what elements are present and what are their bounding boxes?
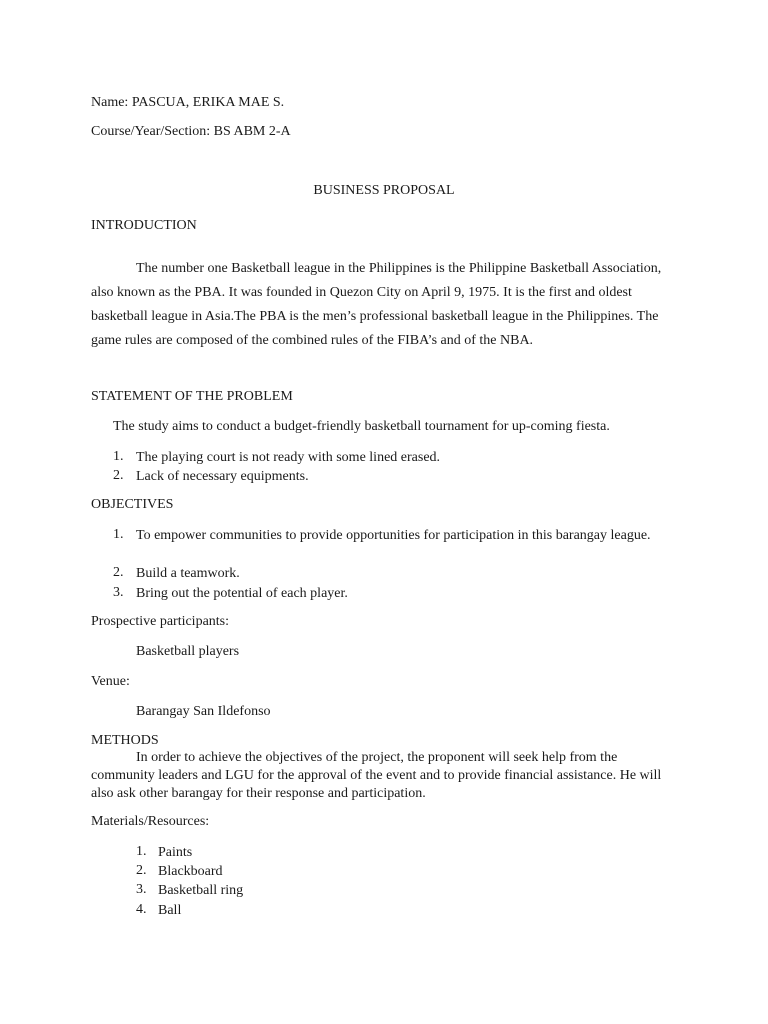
materials-label: Materials/Resources: xyxy=(91,814,210,829)
introduction-paragraph: The number one Basketball league in the Philippines is the Philippine Basketball Association, also known as the PBA. It was founded in Quezon City on April 9, 1975. It is the first and oldest basketball league in Asia.The PBA is the men’s professional basketball league in the Philippines. The game rules are composed of the combined rules of the FIBA’s and of the NBA. xyxy=(91,261,662,348)
objectives-heading: OBJECTIVES xyxy=(91,497,174,512)
list-number: 4. xyxy=(136,902,147,917)
list-number: 2. xyxy=(113,565,124,580)
course-section: Course/Year/Section: BS ABM 2-A xyxy=(91,124,291,139)
list-item: Blackboard xyxy=(158,864,223,879)
document-title: BUSINESS PROPOSAL xyxy=(313,183,455,198)
list-item: The playing court is not ready with some lined erased. xyxy=(136,450,441,465)
participants-label: Prospective participants: xyxy=(91,614,230,629)
participants-value: Basketball players xyxy=(136,644,240,659)
list-item: To empower communities to provide opportunities for participation in this barangay league. xyxy=(136,528,651,543)
list-item: Paints xyxy=(158,845,193,860)
list-number: 1. xyxy=(113,527,124,542)
list-number: 1. xyxy=(113,449,124,464)
list-item: Build a teamwork. xyxy=(136,566,240,581)
introduction-heading: INTRODUCTION xyxy=(91,218,197,233)
list-number: 3. xyxy=(113,585,124,600)
list-item: Basketball ring xyxy=(158,883,244,898)
methods-heading: METHODS xyxy=(91,733,159,748)
student-name: Name: PASCUA, ERIKA MAE S. xyxy=(91,95,285,110)
problem-intro: The study aims to conduct a budget-friendly basketball tournament for up-coming fiesta. xyxy=(113,419,610,434)
problem-heading: STATEMENT OF THE PROBLEM xyxy=(91,389,293,404)
list-item: Bring out the potential of each player. xyxy=(136,586,348,601)
list-number: 2. xyxy=(136,863,147,878)
list-number: 2. xyxy=(113,468,124,483)
methods-paragraph: In order to achieve the objectives of the project, the proponent will seek help from the community leaders and LGU for the approval of the event and to provide financial assistance. He will also ask other barangay for their response and participation. xyxy=(91,750,662,801)
list-item: Lack of necessary equipments. xyxy=(136,469,309,484)
list-number: 1. xyxy=(136,844,147,859)
list-item: Ball xyxy=(158,903,182,918)
list-number: 3. xyxy=(136,882,147,897)
venue-label: Venue: xyxy=(91,674,130,689)
venue-value: Barangay San Ildefonso xyxy=(136,704,271,719)
